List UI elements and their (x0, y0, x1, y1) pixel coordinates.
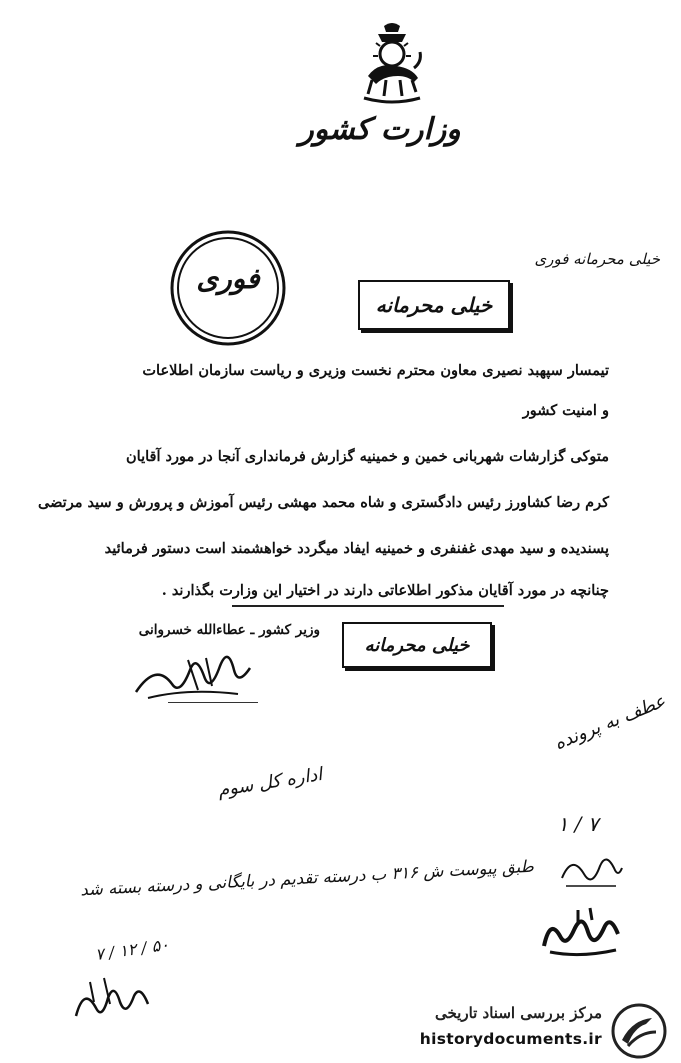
margin-note: عطف به پرونده (551, 690, 669, 755)
top-secret-stamp-label: خیلی محرمانه (375, 293, 493, 317)
letter-line-3: متوکی گزارشات شهربانی خمین و خمینیه گزارش فرمانداری آنجا در مورد آقایان (126, 448, 609, 465)
top-secret-stamp-bottom (342, 622, 492, 668)
archive-signature-icon (70, 972, 160, 1032)
urgent-seal-label: فوری (196, 262, 260, 295)
history-documents-logo-icon (608, 1002, 670, 1060)
letter-line-2: و امنیت کشور (522, 402, 609, 419)
minister-signature-icon (128, 640, 258, 710)
signer-name: وزیر کشور ـ عطاءالله خسروانی (138, 622, 320, 638)
letter-line-5: پسندیده و سید مهدی غفنفری و خمینیه ایفاد میگردد خواهشمند است دستور فرمائید (104, 540, 609, 557)
lion-and-sun-emblem-icon (352, 18, 432, 106)
top-secret-stamp (358, 280, 510, 330)
letter-line-1: تیمسار سپهبد نصیری معاون محترم نخست وزیری و ریاست سازمان اطلاعات (142, 362, 609, 379)
watermark-url: historydocuments.ir (419, 1030, 602, 1048)
watermark-title: مرکز بررسی اسناد تاریخی (434, 1004, 602, 1022)
ministry-heading: وزارت کشور (299, 112, 461, 147)
classification-note: خیلی محرمانه فوری (534, 250, 660, 268)
department-note: اداره کل سوم (216, 763, 324, 802)
archive-note: طبق پیوست ش ۳۱۶ ب درسته تقدیم در بایگانی و درسته بسته شد (79, 856, 535, 900)
top-secret-stamp-bottom-label: خیلی محرمانه (364, 634, 470, 656)
letter-line-6: چنانچه در مورد آقایان مذکور اطلاعاتی دارند در اختیار این وزارت بگذارند . (161, 582, 609, 599)
handwritten-underline (232, 605, 504, 607)
margin-signature-icon (538, 902, 628, 960)
margin-number: ۷ / ۱ (557, 812, 599, 836)
letter-line-4: کرم رضا کشاورز رئیس دادگستری و شاه محمد مهشی رئیس آموزش و پرورش و سید مرتضی (38, 494, 609, 511)
archive-date: ۵۰ / ۱۲ / ۷ (93, 934, 171, 965)
signature-line (168, 702, 258, 703)
initials-scribble-icon (556, 848, 626, 892)
